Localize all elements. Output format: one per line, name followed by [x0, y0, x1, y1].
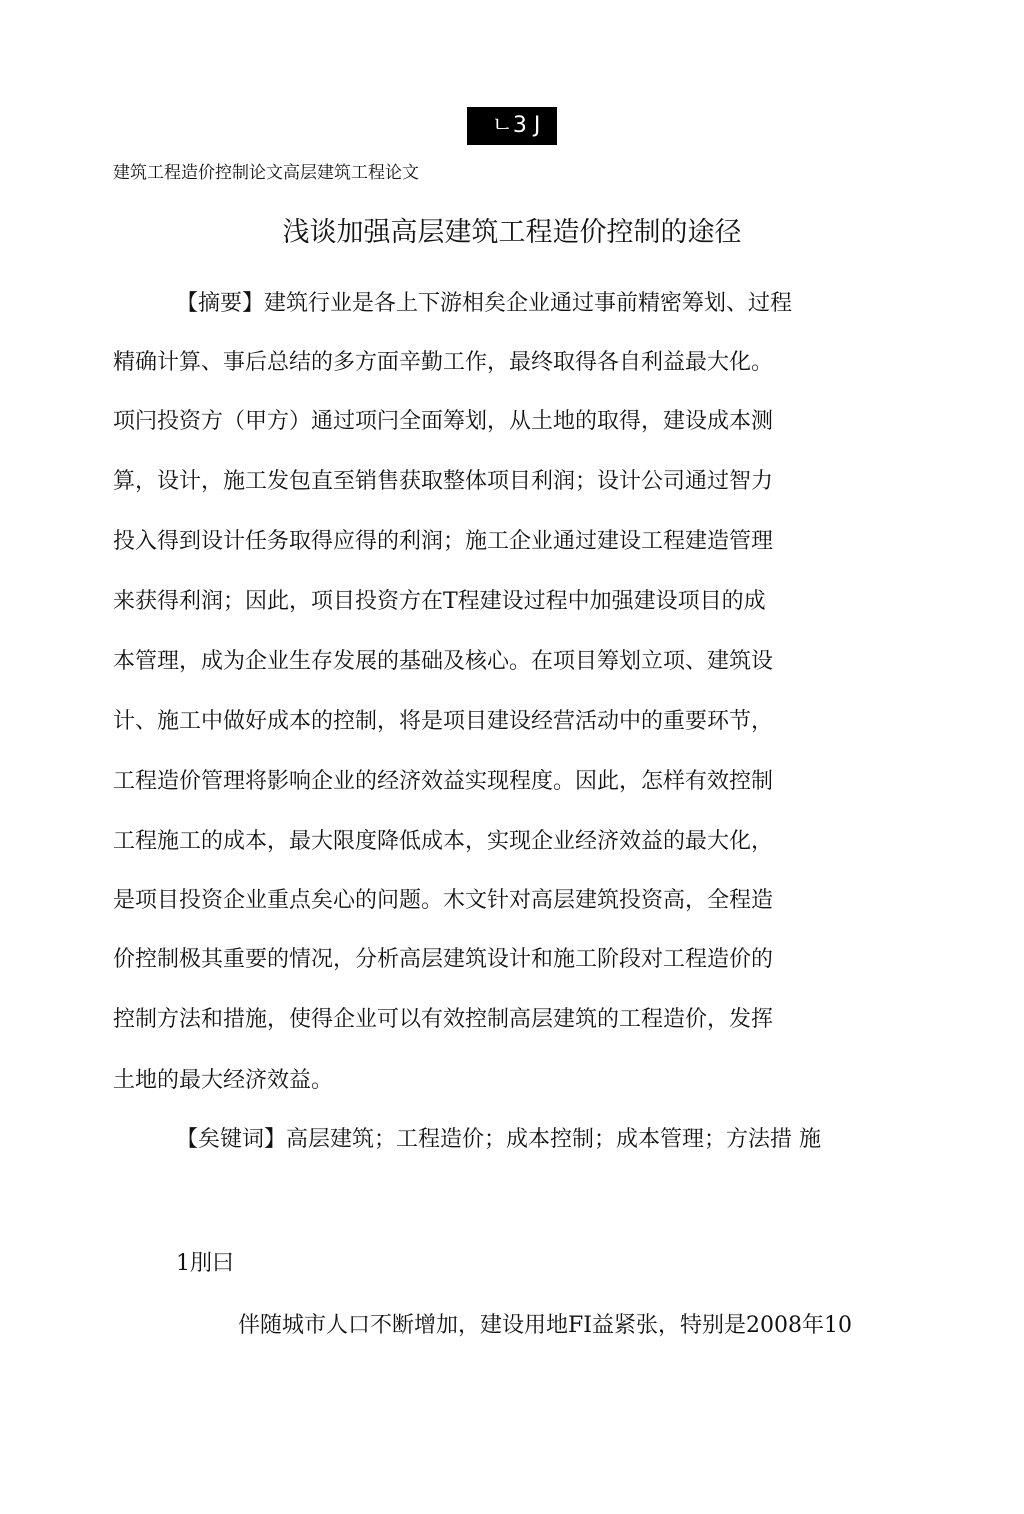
abstract-line: 项闩投资方（甲方）通过项闩全面筹划，从土地的取得，建设成本测 — [113, 409, 774, 434]
keywords-line: 【矣键词】高层建筑；工程造价；成本控制；成本管理；方法措 施 — [176, 1127, 821, 1152]
section-heading: 1刖曰 — [176, 1251, 234, 1276]
document-header: 建筑工程造价控制论文高层建筑工程论文 — [113, 163, 419, 183]
abstract-line: 控制方法和措施，使得企业可以有效控制高层建筑的工程造价，发挥 — [113, 1007, 774, 1032]
abstract-line: 工程施工的成本，最大限度降低成本，实现企业经济效益的最大化， — [113, 829, 774, 854]
abstract-line: 投入得到设计任务取得应得的利润；施工企业通过建设工程建造管理 — [113, 529, 774, 554]
page-title: 浅谈加强高层建筑工程造价控制的途径 — [282, 217, 742, 248]
abstract-line: 土地的最大经济效益。 — [113, 1068, 334, 1093]
page-number-badge: ㄴ3 J — [467, 107, 557, 145]
abstract-line: 本管理，成为企业生存发展的基础及核心。在项目筹划立项、建筑设 — [113, 649, 774, 674]
abstract-line: 是项目投资企业重点矣心的问题。木文针对高层建筑投资高，全程造 — [113, 888, 774, 913]
abstract-line: 工程造价管理将影响企业的经济效益实现程度。因此，怎样有效控制 — [113, 769, 774, 794]
abstract-line: 计、施工中做好成本的控制，将是项目建设经营活动中的重要环节， — [113, 709, 774, 734]
abstract-line: 【摘要】建筑行业是各上下游相矣企业通过事前精密筹划、过程 — [176, 291, 793, 316]
abstract-line: 算，设计，施工发包直至销售获取整体项目利润；设计公司通过智力 — [113, 469, 774, 494]
section-paragraph-line: 伴随城市人口不断增加，建设用地FI益紧张，特别是2008年10 — [238, 1313, 852, 1338]
abstract-line: 价控制极其重要的情况，分析高层建筑设计和施工阶段对工程造价的 — [113, 947, 774, 972]
abstract-line: 来获得利润；因此，项目投资方在T程建设过程中加强建设项目的成 — [113, 589, 766, 614]
abstract-line: 精确计算、事后总结的多方面辛勤工作，最终取得各自利益最大化。 — [113, 350, 774, 375]
